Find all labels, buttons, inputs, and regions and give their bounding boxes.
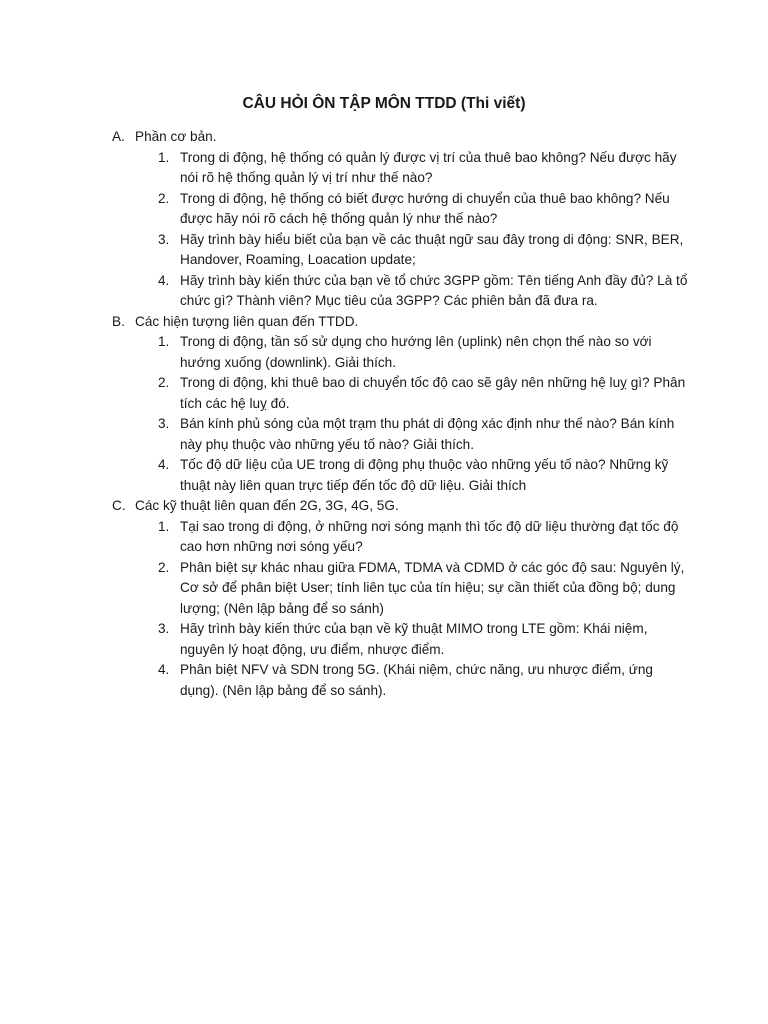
question-text: Trong di động, hệ thống có quản lý được vị trí của thuê bao không? Nếu được hãy nói rõ hệ thống quản lý vị trí như thế nào?: [180, 149, 677, 185]
section-heading: [112, 496, 692, 517]
question-item: [158, 148, 692, 189]
question-text: Bán kính phủ sóng của một trạm thu phát di động xác định như thế nào? Bán kính này phụ thuộc vào những yếu tố nào? Giải thích.: [180, 416, 675, 452]
question-text: Phân biệt NFV và SDN trong 5G. (Khái niệm, chức năng, ưu nhược điểm, ứng dụng). (Nên lập bảng để so sánh).: [180, 662, 653, 698]
question-text: Hãy trình bày kiến thức của bạn về tổ chức 3GPP gồm: Tên tiếng Anh đầy đủ? Là tổ chức gì? Thành viên? Mục tiêu của 3GPP? Các phiên bản đã đưa ra.: [180, 272, 688, 308]
question-number: 2.: [158, 190, 170, 206]
question-number: 2.: [158, 559, 170, 575]
section-b: [112, 312, 692, 497]
question-number: 3.: [158, 621, 170, 636]
section-title: Phần cơ bản.: [135, 129, 217, 144]
section-letter: C.: [112, 498, 126, 513]
question-item: [158, 619, 692, 660]
question-number: 3.: [158, 416, 170, 431]
question-number: 4.: [158, 662, 170, 677]
section-letter: A.: [112, 129, 125, 144]
question-item: [158, 332, 692, 373]
section-heading: [112, 312, 692, 333]
question-number: 1.: [158, 334, 170, 349]
question-item: [158, 373, 692, 414]
question-text: Phân biệt sự khác nhau giữa FDMA, TDMA và CDMD ở các góc độ sau: Nguyên lý, Cơ sở để phân biệt User; tính liên tục của tín hiệu; sự cần thiết của đồng bộ; dung lượng; (Nên lập bảng để so sánh): [180, 559, 685, 616]
question-list: [112, 332, 692, 496]
question-text: Trong di động, khi thuê bao di chuyển tốc độ cao sẽ gây nên những hệ luỵ gì? Phân tích các hệ luỵ đó.: [180, 375, 686, 411]
question-text: Tốc độ dữ liệu của UE trong di động phụ thuộc vào những yếu tố nào? Những kỹ thuật này liên quan trực tiếp đến tốc độ dữ liệu. Giải thích: [180, 457, 669, 493]
question-number: 3.: [158, 231, 170, 247]
question-number: 4.: [158, 272, 170, 288]
section-title: Các kỹ thuật liên quan đến 2G, 3G, 4G, 5G.: [135, 498, 399, 513]
section-a: [112, 127, 692, 312]
question-list: [112, 517, 692, 702]
question-number: 2.: [158, 375, 170, 390]
question-text: Trong di động, tần số sử dụng cho hướng lên (uplink) nên chọn thế nào so với hướng xuống (downlink). Giải thích.: [180, 334, 652, 370]
document-title: CÂU HỎI ÔN TẬP MÔN TTDD (Thi viết): [242, 95, 526, 112]
question-item: [158, 558, 692, 620]
question-item: [158, 517, 692, 558]
question-item: [158, 189, 692, 230]
question-item: [158, 271, 692, 312]
question-item: [158, 414, 692, 455]
question-item: [158, 230, 692, 271]
question-item: [158, 660, 692, 701]
question-text: Trong di động, hệ thống có biết được hướng di chuyển của thuê bao không? Nếu được hãy nói rõ cách hệ thống quản lý như thế nào?: [180, 190, 670, 226]
section-letter: B.: [112, 313, 125, 329]
question-list: [112, 148, 692, 312]
question-item: [158, 455, 692, 496]
question-number: 1.: [158, 518, 170, 534]
question-number: 1.: [158, 149, 170, 165]
section-c: [112, 496, 692, 701]
question-number: 4.: [158, 457, 170, 472]
question-sections: [112, 127, 692, 701]
question-text: Tại sao trong di động, ở những nơi sóng mạnh thì tốc độ dữ liệu thường đạt tốc độ cao hơn những nơi sóng yếu?: [180, 518, 679, 554]
question-text: Hãy trình bày kiến thức của bạn về kỹ thuật MIMO trong LTE gồm: Khái niệm, nguyên lý hoạt động, ưu điểm, nhược điểm.: [180, 621, 648, 657]
question-text: Hãy trình bày hiểu biết của bạn về các thuật ngữ sau đây trong di động: SNR, BER, Handover, Roaming, Loacation update;: [180, 231, 684, 267]
section-heading: [112, 127, 692, 148]
section-title: Các hiện tượng liên quan đến TTDD.: [135, 313, 359, 329]
